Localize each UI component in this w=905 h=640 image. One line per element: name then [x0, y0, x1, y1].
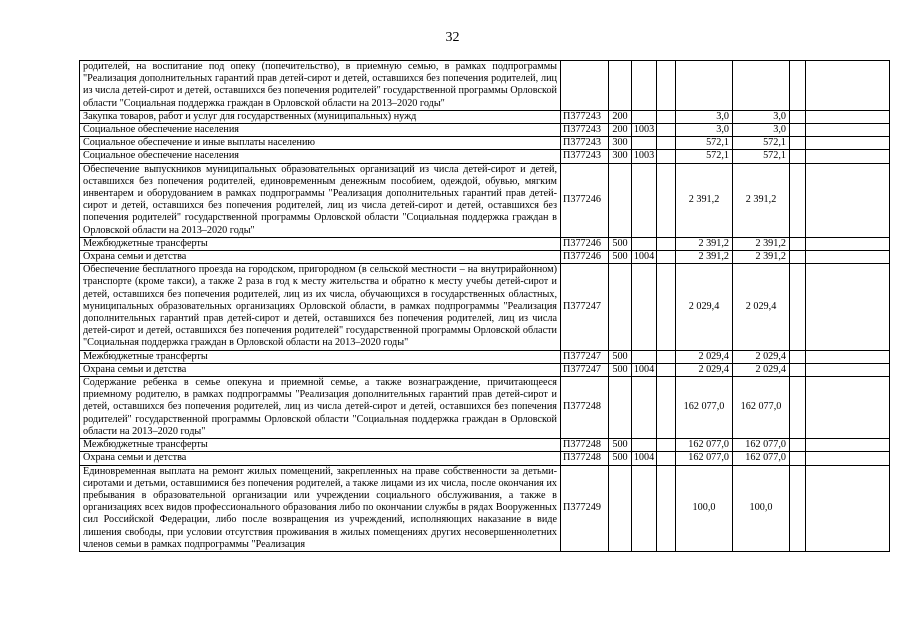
row-empty-cell — [657, 439, 676, 452]
row-empty-cell — [657, 61, 676, 111]
table-row — [80, 61, 890, 111]
row-empty-cell — [790, 251, 806, 264]
row-empty-cell — [790, 377, 806, 439]
row-value-1: 100,0 — [676, 465, 733, 551]
row-value-1: 162 077,0 — [676, 452, 733, 465]
table-row — [80, 110, 890, 123]
row-name: Закупка товаров, работ и услуг для государственных (муниципальных) нужд — [80, 110, 561, 123]
row-value-2: 2 029,4 — [733, 264, 790, 350]
row-value-1: 2 029,4 — [676, 264, 733, 350]
row-empty-cell — [806, 61, 890, 111]
row-name: Обеспечение выпускников муниципальных образовательных организаций из числа детей-сирот и детей, оставшихся без попечения родителей, единовременным денежным пособием, одеждой, обувью, мягким инвентарем и оборудованием в рамках подпрограммы "Реализация дополнительных гарантий прав детей-сирот и детей, оставшихся без попечения родителей, лиц из числа детей-сирот и детей, оставшихся без попечения родителей" государственной программы Орловской области "Социальная поддержка граждан в Орловской области на 2013–2020 годы" — [80, 163, 561, 237]
row-vr: 500 — [609, 439, 632, 452]
row-vr: 500 — [609, 251, 632, 264]
row-vr: 200 — [609, 110, 632, 123]
row-vr: 500 — [609, 237, 632, 250]
row-code: П377243 — [561, 124, 609, 137]
row-vr — [609, 465, 632, 551]
table-row — [80, 237, 890, 250]
row-empty-cell — [806, 124, 890, 137]
row-empty-cell — [790, 237, 806, 250]
row-value-1 — [676, 61, 733, 111]
budget-table — [79, 60, 890, 552]
row-value-1: 2 029,4 — [676, 363, 733, 376]
row-empty-cell — [657, 137, 676, 150]
row-empty-cell — [790, 137, 806, 150]
row-rz — [632, 439, 657, 452]
row-code: П377246 — [561, 251, 609, 264]
row-rz: 1003 — [632, 150, 657, 163]
row-rz — [632, 110, 657, 123]
table-row — [80, 465, 890, 551]
row-code: П377246 — [561, 163, 609, 237]
row-rz — [632, 377, 657, 439]
row-name: Обеспечение бесплатного проезда на городском, пригородном (в сельской местности – на внутрирайонном) транспорте (кроме такси), а также 2 раза в год к месту жительства и обратно к месту учебы детей-сирот и детей, оставшихся без попечения родителей, лиц из их числа, обучающихся в государственных областных, муниципальных образовательных организациях Орловской области, в рамках подпрограммы "Реализация дополнительных гарантий прав детей-сирот и детей, оставшихся без попечения родителей, лиц из числа детей-сирот и детей, оставшихся без попечения родителей" государственной программы Орловской области "Социальная поддержка граждан в Орловской области на 2013–2020 годы" — [80, 264, 561, 350]
row-empty-cell — [806, 452, 890, 465]
row-value-1: 2 391,2 — [676, 237, 733, 250]
row-empty-cell — [657, 452, 676, 465]
row-value-2: 3,0 — [733, 110, 790, 123]
row-value-2: 572,1 — [733, 137, 790, 150]
row-empty-cell — [657, 377, 676, 439]
row-name: Межбюджетные трансферты — [80, 350, 561, 363]
row-value-2: 100,0 — [733, 465, 790, 551]
row-value-1: 572,1 — [676, 137, 733, 150]
row-vr — [609, 377, 632, 439]
row-empty-cell — [790, 124, 806, 137]
row-value-2: 2 391,2 — [733, 251, 790, 264]
table-row — [80, 439, 890, 452]
row-rz — [632, 137, 657, 150]
row-vr — [609, 61, 632, 111]
row-value-1: 572,1 — [676, 150, 733, 163]
row-empty-cell — [806, 350, 890, 363]
row-empty-cell — [790, 150, 806, 163]
table-row — [80, 124, 890, 137]
row-code: П377248 — [561, 452, 609, 465]
row-empty-cell — [657, 163, 676, 237]
row-code: П377247 — [561, 264, 609, 350]
row-rz — [632, 163, 657, 237]
row-value-1: 162 077,0 — [676, 377, 733, 439]
row-rz: 1004 — [632, 251, 657, 264]
table-row — [80, 350, 890, 363]
row-empty-cell — [790, 363, 806, 376]
row-value-1: 3,0 — [676, 124, 733, 137]
row-empty-cell — [806, 264, 890, 350]
row-rz — [632, 465, 657, 551]
row-value-1: 2 391,2 — [676, 163, 733, 237]
row-value-1: 2 029,4 — [676, 350, 733, 363]
row-empty-cell — [790, 264, 806, 350]
row-empty-cell — [657, 350, 676, 363]
row-empty-cell — [657, 465, 676, 551]
table-row — [80, 452, 890, 465]
row-name: родителей, на воспитание под опеку (попечительство), в приемную семью, в рамках подпрограммы "Реализация дополнительных гарантий прав детей-сирот и детей, оставшихся без попечения родителей, лиц из числа детей-сирот и детей, оставшихся без попечения родителей" государственной программы Орловской области "Социальная поддержка граждан в Орловской области на 2013–2020 годы" — [80, 61, 561, 111]
row-vr — [609, 163, 632, 237]
row-name: Социальное обеспечение населения — [80, 124, 561, 137]
row-value-1: 162 077,0 — [676, 439, 733, 452]
row-empty-cell — [806, 439, 890, 452]
row-empty-cell — [790, 350, 806, 363]
row-code: П377247 — [561, 363, 609, 376]
row-value-2 — [733, 61, 790, 111]
row-name: Межбюджетные трансферты — [80, 439, 561, 452]
row-rz: 1004 — [632, 363, 657, 376]
row-empty-cell — [657, 150, 676, 163]
row-value-1: 2 391,2 — [676, 251, 733, 264]
row-code: П377243 — [561, 110, 609, 123]
row-vr — [609, 264, 632, 350]
row-name: Охрана семьи и детства — [80, 363, 561, 376]
row-name: Охрана семьи и детства — [80, 251, 561, 264]
table-row — [80, 137, 890, 150]
row-name: Социальное обеспечение и иные выплаты населению — [80, 137, 561, 150]
row-empty-cell — [657, 124, 676, 137]
row-code — [561, 61, 609, 111]
row-code: П377248 — [561, 439, 609, 452]
row-empty-cell — [657, 264, 676, 350]
row-value-2: 572,1 — [733, 150, 790, 163]
row-name: Межбюджетные трансферты — [80, 237, 561, 250]
row-value-2: 2 391,2 — [733, 163, 790, 237]
row-name: Социальное обеспечение населения — [80, 150, 561, 163]
row-empty-cell — [806, 163, 890, 237]
table-row — [80, 163, 890, 237]
table-row — [80, 150, 890, 163]
row-vr: 300 — [609, 150, 632, 163]
row-rz — [632, 237, 657, 250]
row-value-1: 3,0 — [676, 110, 733, 123]
row-rz — [632, 350, 657, 363]
row-vr: 500 — [609, 350, 632, 363]
table-row — [80, 251, 890, 264]
row-empty-cell — [806, 150, 890, 163]
row-value-2: 2 029,4 — [733, 350, 790, 363]
row-empty-cell — [806, 465, 890, 551]
row-code: П377243 — [561, 137, 609, 150]
row-name: Содержание ребенка в семье опекуна и приемной семье, а также вознаграждение, причитающееся приемному родителю, в рамках подпрограммы "Реализация дополнительных гарантий прав детей-сирот и детей, оставшихся без попечения родителей, лиц из числа детей-сирот и детей, оставшихся без попечения родителей" государственной программы Орловской области "Социальная поддержка граждан в Орловской области на 2013–2020 годы" — [80, 377, 561, 439]
row-empty-cell — [657, 237, 676, 250]
row-rz: 1003 — [632, 124, 657, 137]
row-empty-cell — [657, 110, 676, 123]
row-rz — [632, 61, 657, 111]
row-empty-cell — [806, 110, 890, 123]
table-row — [80, 264, 890, 350]
table-row — [80, 363, 890, 376]
row-vr: 300 — [609, 137, 632, 150]
row-rz: 1004 — [632, 452, 657, 465]
row-empty-cell — [790, 163, 806, 237]
row-vr: 200 — [609, 124, 632, 137]
row-vr: 500 — [609, 363, 632, 376]
row-empty-cell — [657, 363, 676, 376]
row-code: П377248 — [561, 377, 609, 439]
row-value-2: 3,0 — [733, 124, 790, 137]
row-code: П377243 — [561, 150, 609, 163]
row-code: П377247 — [561, 350, 609, 363]
row-code: П377246 — [561, 237, 609, 250]
row-empty-cell — [806, 251, 890, 264]
row-empty-cell — [790, 110, 806, 123]
page-number: 32 — [445, 30, 460, 45]
row-vr: 500 — [609, 452, 632, 465]
row-value-2: 162 077,0 — [733, 377, 790, 439]
row-code: П377249 — [561, 465, 609, 551]
table-row — [80, 377, 890, 439]
row-value-2: 2 391,2 — [733, 237, 790, 250]
row-value-2: 162 077,0 — [733, 439, 790, 452]
row-empty-cell — [790, 439, 806, 452]
row-name: Охрана семьи и детства — [80, 452, 561, 465]
row-empty-cell — [790, 465, 806, 551]
row-rz — [632, 264, 657, 350]
row-name: Единовременная выплата на ремонт жилых помещений, закрепленных на праве собственности за детьми-сиротами и детьми, оставшимися без попечения родителей, а также лицами из их числа, после окончания их пребывания в образовательной организации или учреждении социального обслуживания, а также в организациях всех видов профессионального образования либо по окончании службы в рядах Вооруженных сил Российской Федерации, либо после возвращения из учреждений, исполняющих наказание в виде лишения свободы, при условии отсутствия проживания в жилых помещениях других несовершеннолетних членов семьи в рамках подпрограммы "Реализация — [80, 465, 561, 551]
row-empty-cell — [806, 237, 890, 250]
row-empty-cell — [806, 363, 890, 376]
row-empty-cell — [790, 452, 806, 465]
row-empty-cell — [806, 377, 890, 439]
row-value-2: 2 029,4 — [733, 363, 790, 376]
row-empty-cell — [657, 251, 676, 264]
row-value-2: 162 077,0 — [733, 452, 790, 465]
row-empty-cell — [806, 137, 890, 150]
row-empty-cell — [790, 61, 806, 111]
